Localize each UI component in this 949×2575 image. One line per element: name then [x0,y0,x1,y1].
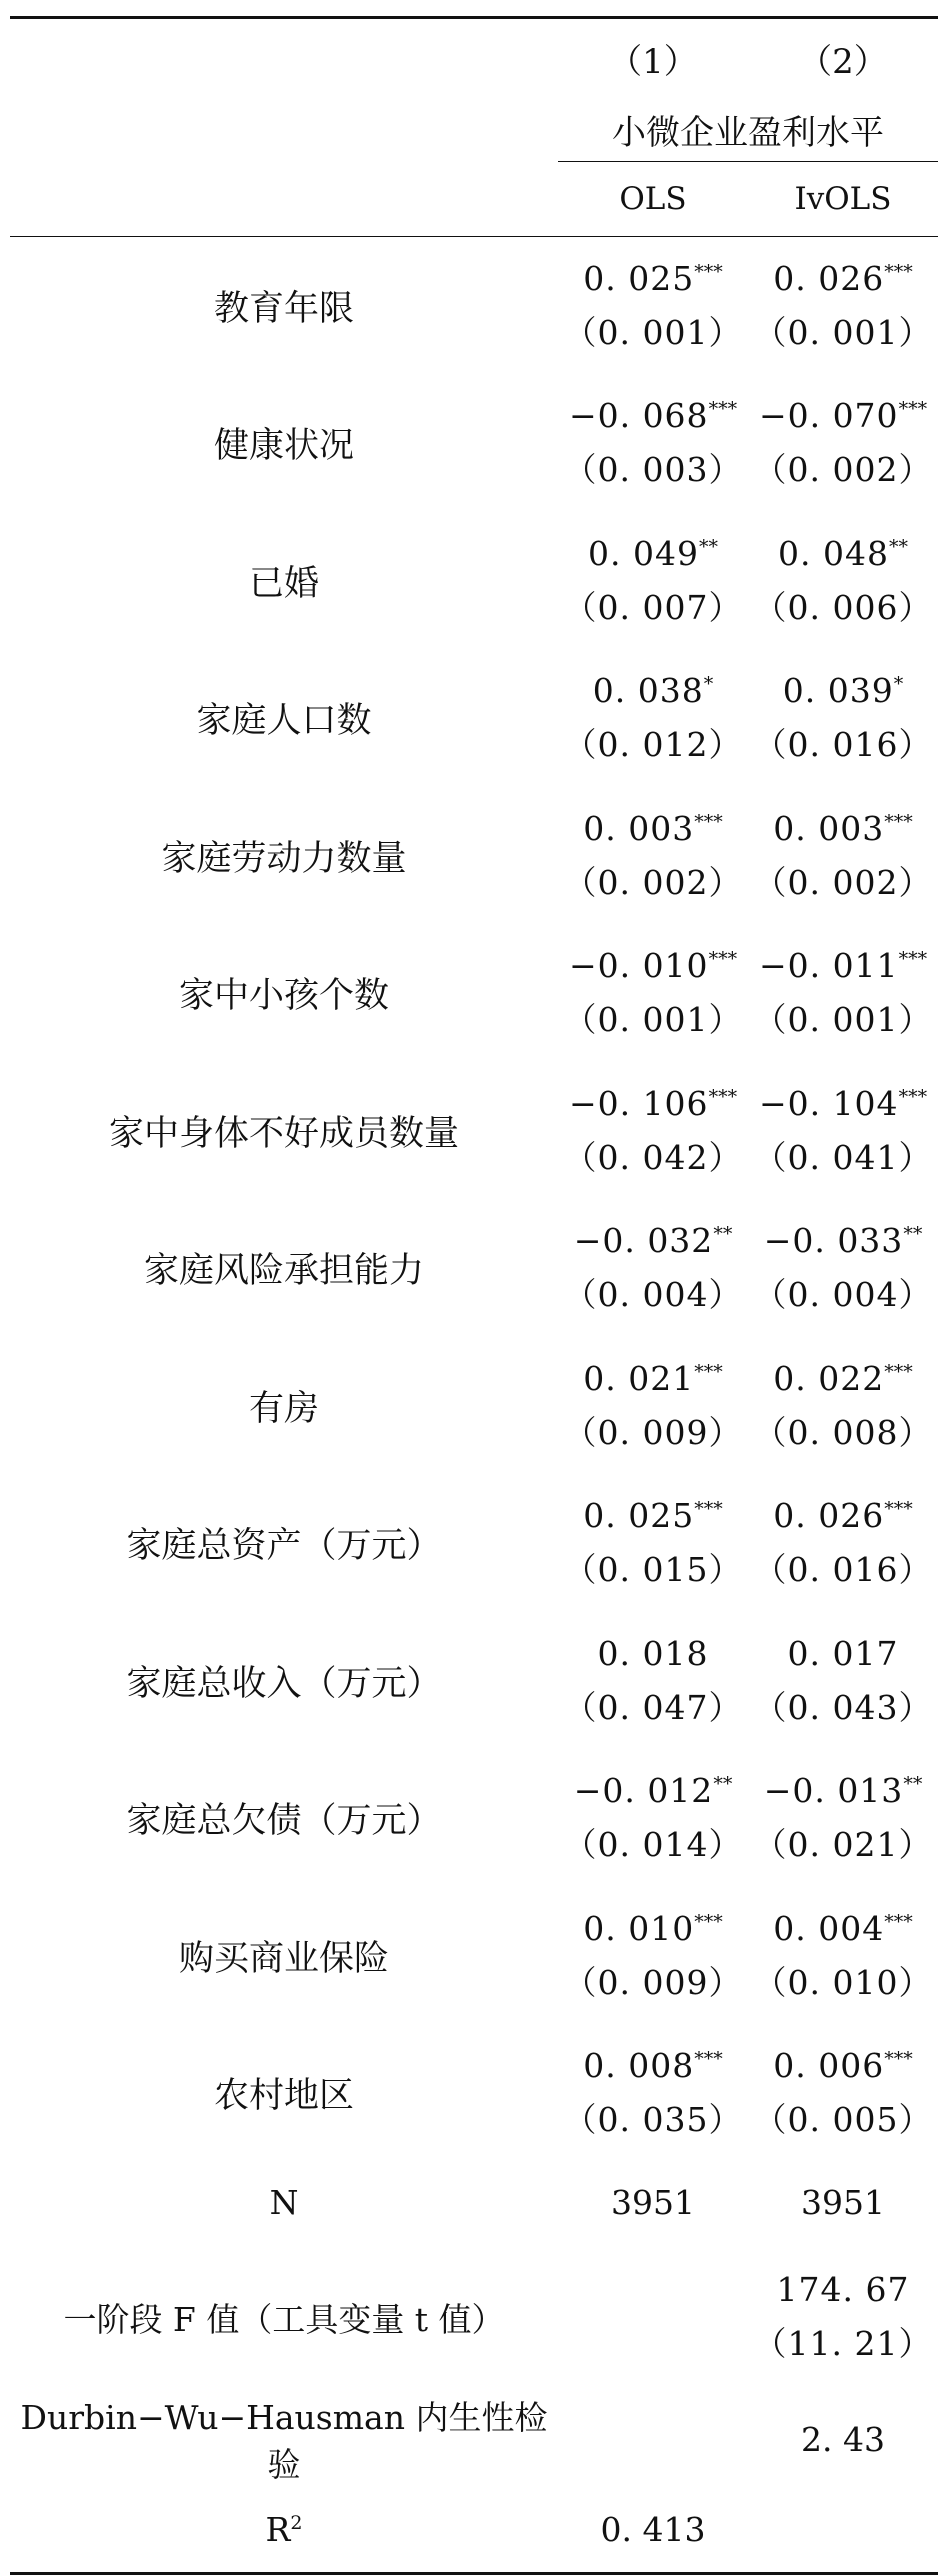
coef-cell-col2 [748,2025,938,2163]
coef-value: 0. 006*** [773,2046,913,2086]
table-row [10,375,938,513]
table-row [10,1475,938,1613]
coef-cell-col1 [558,2025,748,2163]
std-error: （0. 035） [563,2100,743,2140]
n-col1: 3951 [611,2182,695,2222]
significance-stars: *** [694,1910,723,1933]
first-stage-f-col2 [748,2242,938,2392]
significance-stars: *** [708,948,738,971]
coef-value: 0. 048** [778,533,908,573]
coef-cell-col1 [558,1200,748,1338]
significance-stars: ** [903,1223,923,1246]
header-estimation-methods [10,162,938,237]
coef-cell-col2 [748,1887,938,2025]
instrument-t-value: （11. 21） [753,2324,933,2363]
coef-cell-col1 [558,1750,748,1888]
std-error: （0. 010） [753,1962,933,2002]
coef-value: −0. 011*** [758,946,928,986]
std-error: （0. 016） [753,725,933,765]
std-error: （0. 008） [753,1412,933,1452]
coef-cell-col1 [558,650,748,788]
coef-value: 0. 003*** [773,808,913,848]
coef-cell-col1 [558,375,748,513]
coef-cell-col1 [558,237,748,375]
table-row [10,2025,938,2163]
coef-cell-col2 [748,512,938,650]
significance-stars: ** [888,535,908,558]
coef-value: −0. 068*** [568,396,738,436]
coef-cell-col2 [748,1200,938,1338]
r-squared-label: $R^2$ [265,2509,303,2549]
std-error: （0. 001） [563,312,743,352]
r-squared-col1: 0. 413 [600,2509,706,2549]
variable-label: 已婚 [248,563,319,604]
std-error: （0. 012） [563,725,743,765]
coef-cell-col1 [558,512,748,650]
significance-stars: *** [694,260,723,283]
coef-value: 0. 049** [588,533,718,573]
coef-value: −0. 032** [573,1221,733,1261]
table-row [10,650,938,788]
variable-label: 家庭总收入（万元） [126,1663,442,1704]
significance-stars: ** [903,1773,923,1796]
coef-cell-col2 [748,237,938,375]
significance-stars: ** [713,1773,733,1796]
significance-stars: *** [884,260,913,283]
significance-stars: ** [698,535,718,558]
coef-value: 0. 038* [592,671,714,711]
dwh-col2: 2. 43 [801,2419,885,2459]
n-col2: 3951 [801,2182,885,2222]
coef-value: 0. 010*** [583,1908,723,1948]
table-row [10,925,938,1063]
std-error: （0. 007） [563,587,743,627]
std-error: （0. 002） [753,862,933,902]
significance-stars: * [703,673,714,696]
coef-value: 0. 008*** [583,2046,723,2086]
table-row [10,1062,938,1200]
coef-value: −0. 106*** [568,1083,738,1123]
variable-label: 健康状况 [213,426,354,467]
variable-label: 有房 [248,1388,319,1429]
coef-cell-col1 [558,1062,748,1200]
col1-method: OLS [619,181,687,217]
table-row [10,787,938,925]
variable-label: 农村地区 [213,2076,354,2117]
variable-label: 家中身体不好成员数量 [108,1113,459,1154]
significance-stars: ** [713,1223,733,1246]
table-row [10,1887,938,2025]
significance-stars: *** [884,1910,913,1933]
significance-stars: *** [708,398,738,421]
std-error: （0. 003） [563,450,743,490]
significance-stars: *** [884,810,913,833]
regression-table [10,16,938,2575]
variable-label: 教育年限 [213,288,354,329]
coef-cell-col1 [558,1337,748,1475]
col2-method: IvOLS [794,181,892,217]
variable-label: 购买商业保险 [178,1938,389,1979]
coef-cell-col2 [748,787,938,925]
significance-stars: *** [694,1360,723,1383]
table-row [10,1750,938,1888]
coef-value: −0. 013** [763,1771,923,1811]
coef-cell-col2 [748,1612,938,1750]
std-error: （0. 004） [753,1275,933,1315]
header-column-numbers [10,18,938,98]
coef-value: 0. 039* [782,671,904,711]
significance-stars: *** [884,1360,913,1383]
significance-stars: *** [898,948,928,971]
coef-value: −0. 010*** [568,946,738,986]
first-stage-f-label: 一阶段 F 值（工具变量 t 值） [63,2299,505,2339]
coef-value: 0. 026*** [773,258,913,298]
variable-label: 家庭人口数 [196,701,372,742]
r-squared-row [10,2486,938,2574]
std-error: （0. 001） [563,1000,743,1040]
coef-value: 0. 022*** [773,1358,913,1398]
header-dependent-variable [10,97,938,162]
significance-stars: *** [898,398,928,421]
significance-stars: * [893,673,904,696]
coef-value: 0. 025*** [583,1496,723,1536]
coef-cell-col2 [748,650,938,788]
std-error: （0. 002） [753,450,933,490]
coef-value: 0. 026*** [773,1496,913,1536]
coef-cell-col1 [558,1612,748,1750]
observations-row [10,2162,938,2242]
table-row [10,1200,938,1338]
coef-value: 0. 003*** [583,808,723,848]
coef-cell-col2 [748,1337,938,1475]
significance-stars: *** [884,1498,913,1521]
col1-number: （1） [608,41,698,82]
std-error: （0. 009） [563,1412,743,1452]
std-error: （0. 004） [563,1275,743,1315]
variable-label: 家庭风险承担能力 [143,1251,424,1292]
significance-stars: *** [694,2048,723,2071]
significance-stars: *** [708,1085,738,1108]
std-error: （0. 006） [753,587,933,627]
std-error: （0. 041） [753,1137,933,1177]
table-row [10,237,938,375]
coef-value: 0. 021*** [583,1358,723,1398]
coef-value: −0. 033** [763,1221,923,1261]
significance-stars: *** [884,2048,913,2071]
std-error: （0. 043） [753,1687,933,1727]
std-error: （0. 021） [753,1825,933,1865]
std-error: （0. 005） [753,2100,933,2140]
coef-cell-col2 [748,1475,938,1613]
coef-value: 0. 018 [597,1633,709,1673]
coef-value: 0. 004*** [773,1908,913,1948]
coef-value: 0. 025*** [583,258,723,298]
coef-value: 0. 017 [787,1633,899,1673]
variable-label: 家庭总欠债（万元） [126,1801,442,1842]
dependent-variable-label: 小微企业盈利水平 [558,97,938,162]
significance-stars: *** [898,1085,928,1108]
std-error: （0. 002） [563,862,743,902]
std-error: （0. 001） [753,1000,933,1040]
coef-cell-col1 [558,1475,748,1613]
coef-value: −0. 104*** [758,1083,928,1123]
std-error: （0. 047） [563,1687,743,1727]
coef-cell-col2 [748,375,938,513]
table-row [10,1337,938,1475]
variable-rows [10,237,938,2163]
significance-stars: *** [694,1498,723,1521]
n-label: N [269,2182,299,2222]
std-error: （0. 009） [563,1962,743,2002]
coef-cell-col1 [558,787,748,925]
std-error: （0. 015） [563,1550,743,1590]
variable-label: 家中小孩个数 [178,976,389,1017]
std-error: （0. 042） [563,1137,743,1177]
table-row [10,512,938,650]
table-row [10,1612,938,1750]
first-stage-f-row [10,2242,938,2392]
coef-cell-col1 [558,925,748,1063]
coef-value: −0. 012** [573,1771,733,1811]
std-error: （0. 001） [753,312,933,352]
coef-value: −0. 070*** [758,396,928,436]
header-blank [10,18,558,98]
significance-stars: *** [694,810,723,833]
coef-cell-col2 [748,1062,938,1200]
col2-number: （2） [798,41,888,82]
variable-label: 家庭劳动力数量 [161,838,407,879]
std-error: （0. 016） [753,1550,933,1590]
std-error: （0. 014） [563,1825,743,1865]
coef-cell-col2 [748,1750,938,1888]
coef-cell-col2 [748,925,938,1063]
dwh-label: Durbin−Wu−Hausman 内生性检验 [20,2398,548,2484]
dwh-test-row [10,2392,938,2486]
coef-cell-col1 [558,1887,748,2025]
variable-label: 家庭总资产（万元） [126,1526,442,1567]
first-stage-f-value: 174. 67 [776,2270,910,2309]
